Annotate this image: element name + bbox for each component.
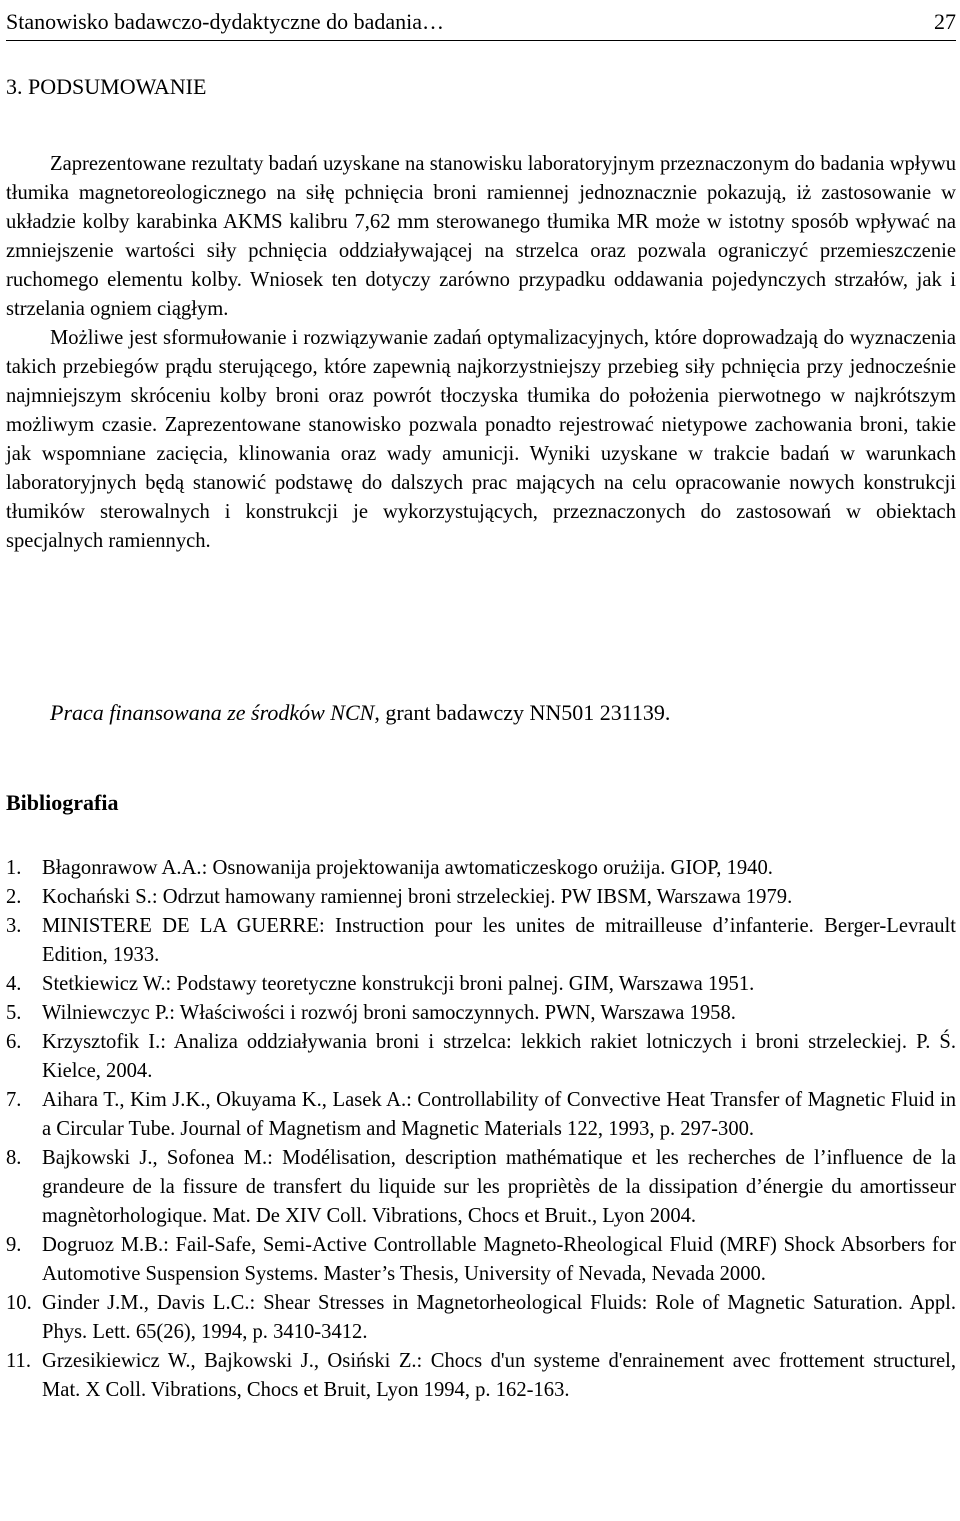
bibliography-number: 2. [6,886,22,908]
bibliography-text: MINISTERE DE LA GUERRE: Instruction pour les unites de mitrailleuse d’infanterie. Berger-Levrault Edition, 1933. [42,915,956,966]
funding-grant: , grant badawczy NN501 231139. [374,700,671,725]
bibliography-text: Aihara T., Kim J.K., Okuyama K., Lasek A.: Controllability of Convective Heat Transfer of Magnetic Fluid in a Circular Tube. Journal of Magnetism and Magnetic Materials 122, 1993, p. 297-300. [42,1089,956,1140]
bibliography-number: 1. [6,857,22,879]
bibliography-item [6,999,956,1028]
bibliography-item [6,1028,956,1086]
bibliography-number: 11. [6,1350,31,1372]
bibliography-item [6,1086,956,1144]
section-title: 3. PODSUMOWANIE [6,74,207,99]
page-number: 27 [934,9,956,34]
bibliography-text: Bajkowski J., Sofonea M.: Modélisation, description mathématique et les recherches de l’influence de la grandeure de la fissure de transfert du liquide sur les propriètès de la dissipation d’énergie du amortisseur magnètorhologique. Mat. De XIV Coll. Vibrations, Chocs et Bruit., Lyon 2004. [42,1147,956,1227]
bibliography-title: Bibliografia [6,790,119,815]
bibliography-number: 3. [6,915,22,937]
running-header [6,0,956,41]
bibliography-item [6,1347,956,1405]
bibliography-number: 4. [6,973,22,995]
bibliography-item [6,854,956,883]
bibliography-text: Grzesikiewicz W., Bajkowski J., Osiński Z.: Chocs d'un systeme d'enrainement avec frottement structurel, Mat. X Coll. Vibrations, Chocs et Bruit, Lyon 1994, p. 162-163. [42,1350,956,1401]
paragraph: Zaprezentowane rezultaty badań uzyskane na stanowisku laboratoryjnym przeznaczonym do badania wpływu tłumika magnetoreologicznego na siłę pchnięcia broni ramiennej jednoznacznie pokazują, iż zastosowanie w układzie kolby karabinka AKMS kalibru 7,62 mm sterowanego tłumika MR może w istotny sposób wpływać na zmniejszenie wartości siły pchnięcia oddziaływającej na strzelca oraz pozwala ograniczyć przemieszczenie ruchomego elementu kolby. Wniosek ten dotyczy zarówno przypadku oddawania pojedynczych strzałów, jak i strzelania ogniem ciągłym. [6,153,956,320]
bibliography-text: Wilniewczyc P.: Właściwości i rozwój broni samoczynnych. PWN, Warszawa 1958. [42,1002,736,1024]
bibliography-item [6,970,956,999]
bibliography-text: Ginder J.M., Davis L.C.: Shear Stresses in Magnetorheological Fluids: Role of Magnetic Saturation. Appl. Phys. Lett. 65(26), 1994, p. 3410-3412. [42,1292,956,1343]
bibliography-item [6,1231,956,1289]
bibliography-text: Błagonrawow A.A.: Osnowanija projektowanija awtomaticzeskogo orużija. GIOP, 1940. [42,857,773,879]
paragraph: Możliwe jest sformułowanie i rozwiązywanie zadań optymalizacyjnych, które doprowadzają do wyznaczenia takich przebiegów prądu sterującego, które zapewnią najkorzystniejszy przebieg siły pchnięcia przy jednocześnie najmniejszym skróceniu kolby broni oraz powrót tłoczyska tłumika do położenia pierwotnego w najkrótszym możliwym czasie. Zaprezentowane stanowisko pozwala ponadto rejestrować nietypowe zachowania broni, takie jak wspomniane zacięcia, klinowania oraz wady amunicji. Wyniki uzyskane w trakcie badań w warunkach laboratoryjnych będą stanowić podstawę do dalszych prac mających na celu opracowanie nowych konstrukcji tłumików sterowalnych i konstrukcji je wykorzystujących, przeznaczonych do zastosowań w obiektach specjalnych ramiennych. [6,327,956,552]
funding-source: Praca finansowana ze środków NCN [50,700,375,725]
bibliography-number: 9. [6,1234,22,1256]
funding-note [50,698,670,728]
bibliography-text: Dogruoz M.B.: Fail-Safe, Semi-Active Controllable Magneto-Rheological Fluid (MRF) Shock Absorbers for Automotive Suspension Systems. Master’s Thesis, University of Nevada, Nevada 2000. [42,1234,956,1285]
bibliography-item [6,1144,956,1231]
bibliography-number: 8. [6,1147,22,1169]
bibliography-item [6,1289,956,1347]
running-title: Stanowisko badawczo-dydaktyczne do badania… [6,9,445,34]
bibliography-item [6,912,956,970]
bibliography-number: 7. [6,1089,22,1111]
bibliography-number: 5. [6,1002,22,1024]
bibliography-text: Kochański S.: Odrzut hamowany ramiennej broni strzeleckiej. PW IBSM, Warszawa 1979. [42,886,793,908]
bibliography-text: Krzysztofik I.: Analiza oddziaływania broni i strzelca: lekkich rakiet lotniczych i broni strzeleckiej. P. Ś. Kielce, 2004. [42,1031,956,1082]
bibliography-item [6,883,956,912]
bibliography-number: 6. [6,1031,22,1053]
bibliography-text: Stetkiewicz W.: Podstawy teoretyczne konstrukcji broni palnej. GIM, Warszawa 1951. [42,973,755,995]
summary-body [6,150,956,556]
bibliography-number: 10. [6,1292,32,1314]
bibliography-list [6,854,956,1405]
